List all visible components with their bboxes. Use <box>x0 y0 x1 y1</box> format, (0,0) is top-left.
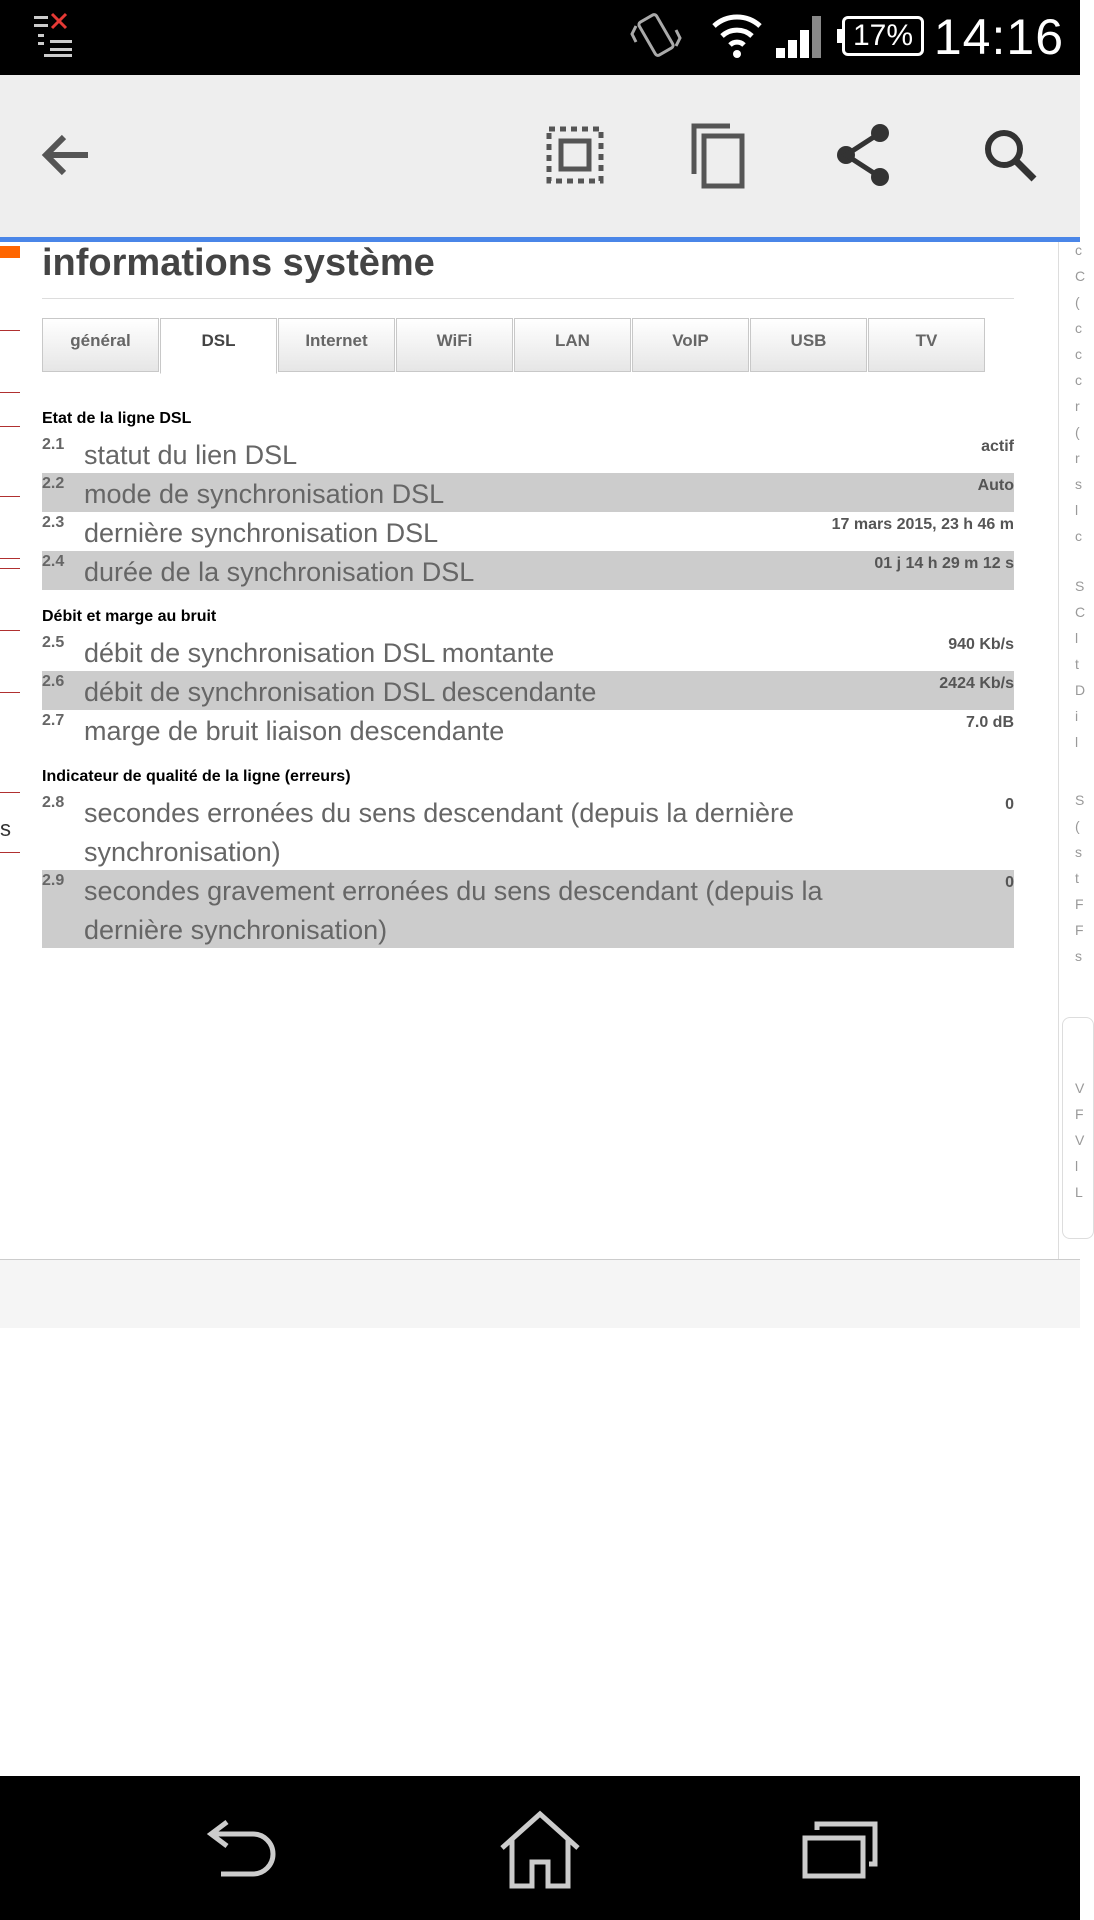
tab-bar <box>42 318 987 374</box>
notification-clear-icon <box>34 14 76 58</box>
tab-internet[interactable]: Internet <box>278 318 395 372</box>
copy-icon[interactable] <box>678 115 758 195</box>
status-bar <box>0 0 1080 75</box>
row-value: 01 j 14 h 29 m 12 s <box>874 555 1014 572</box>
tab-lan[interactable]: LAN <box>514 318 631 372</box>
battery-percent: 17% <box>852 19 914 52</box>
row-value: 940 Kb/s <box>948 636 1014 653</box>
row-value: actif <box>981 438 1014 455</box>
row-number: 2.4 <box>42 553 65 570</box>
vibrate-icon <box>630 12 684 67</box>
wifi-icon <box>712 12 762 63</box>
left-edge-column <box>0 242 20 1260</box>
table-row <box>42 512 1014 551</box>
battery-icon <box>842 16 924 56</box>
row-label: statut du lien DSL <box>84 440 298 470</box>
table-row <box>42 710 1014 749</box>
tab-general[interactable]: général <box>42 318 159 372</box>
section-title: Etat de la ligne DSL <box>42 410 192 427</box>
row-number: 2.1 <box>42 436 65 453</box>
tab-usb[interactable]: USB <box>750 318 867 372</box>
action-bar <box>0 75 1080 237</box>
row-value: 7.0 dB <box>965 714 1014 731</box>
row-number: 2.2 <box>42 475 65 492</box>
row-value: 0 <box>1005 874 1014 891</box>
section-title: Débit et marge au bruit <box>42 608 217 625</box>
table-row <box>42 632 1014 671</box>
row-label: dernière synchronisation DSL <box>84 518 439 548</box>
select-all-icon[interactable] <box>535 115 615 195</box>
row-label: secondes gravement erronées du sens descendant (depuis la dernière synchronisation) <box>84 876 823 945</box>
right-edge-box <box>1062 1017 1094 1239</box>
nav-home-icon[interactable] <box>495 1810 585 1890</box>
tab-wifi[interactable]: WiFi <box>396 318 513 372</box>
row-value: 0 <box>1005 796 1014 813</box>
navigation-bar <box>0 1776 1080 1920</box>
signal-icon <box>776 12 824 65</box>
row-value: 17 mars 2015, 23 h 46 m <box>831 516 1014 533</box>
right-edge-column: c C ( c c c r ( r s l c S C l t D i l S ( s t F F s V F V l L <box>1058 242 1081 1260</box>
search-icon[interactable] <box>970 115 1050 195</box>
table-row <box>42 671 1014 710</box>
table-row <box>42 473 1014 512</box>
table-row <box>42 551 1014 590</box>
row-number: 2.3 <box>42 514 65 531</box>
table-row <box>42 792 1014 870</box>
tab-tv[interactable]: TV <box>868 318 985 372</box>
section-title: Indicateur de qualité de la ligne (erreurs) <box>42 768 351 785</box>
footer-band <box>0 1260 1080 1328</box>
row-label: débit de synchronisation DSL montante <box>84 638 555 668</box>
title-divider <box>42 298 1014 299</box>
row-label: marge de bruit liaison descendante <box>84 716 505 746</box>
row-value: 2424 Kb/s <box>939 675 1014 692</box>
row-number: 2.6 <box>42 673 65 690</box>
row-value: Auto <box>977 477 1014 494</box>
back-arrow-icon[interactable] <box>26 115 106 195</box>
left-edge-text: s <box>0 816 11 841</box>
share-icon[interactable] <box>824 115 904 195</box>
row-number: 2.9 <box>42 872 65 889</box>
row-number: 2.5 <box>42 634 65 651</box>
tab-dsl[interactable]: DSL <box>160 318 277 374</box>
web-content[interactable] <box>0 242 1086 1260</box>
row-label: débit de synchronisation DSL descendante <box>84 677 597 707</box>
row-label: mode de synchronisation DSL <box>84 479 445 509</box>
row-number: 2.8 <box>42 794 65 811</box>
table-row <box>42 870 1014 948</box>
row-number: 2.7 <box>42 712 65 729</box>
status-time: 14:16 <box>933 9 1064 65</box>
row-label: secondes erronées du sens descendant (depuis la dernière synchronisation) <box>84 798 794 867</box>
row-label: durée de la synchronisation DSL <box>84 557 475 587</box>
nav-recents-icon[interactable] <box>796 1810 886 1890</box>
tab-voip[interactable]: VoIP <box>632 318 749 372</box>
page-title: informations système <box>42 242 435 284</box>
table-row <box>42 434 1014 473</box>
nav-back-icon[interactable] <box>196 1810 286 1890</box>
